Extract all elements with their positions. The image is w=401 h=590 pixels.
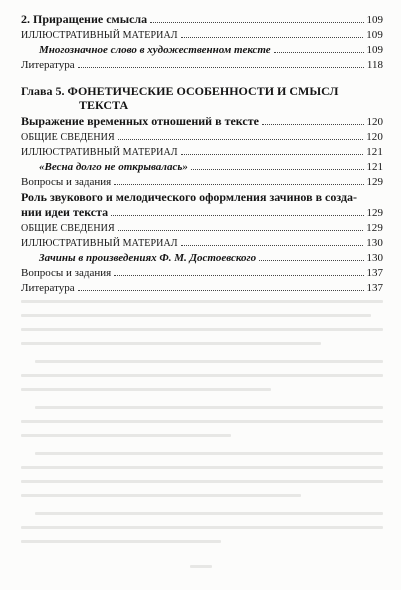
toc-entry-title: Вопросы и задания [21, 267, 112, 279]
toc-entry-page: 129 [366, 176, 383, 188]
toc-entry-title: Вопросы и задания [21, 176, 112, 188]
toc-entry-title-line2: нии идеи текста [21, 205, 109, 219]
toc-entry-page: 130 [366, 252, 383, 264]
toc-entry-title: «Весна долго не открывалась» [39, 161, 188, 173]
toc-entry-page: 121 [366, 161, 383, 173]
toc-entry-page: 129 [366, 222, 383, 234]
toc-entry-page: 129 [366, 207, 383, 219]
toc-entry-title: Зачины в произведениях Ф. М. Достоевского [39, 252, 257, 264]
toc-entry-page: 137 [366, 282, 383, 294]
toc-entry-title: ИЛЛЮСТРАТИВНЫЙ МАТЕРИАЛ [21, 147, 178, 158]
toc-entry-title: 2. Приращение смысла [21, 12, 148, 26]
toc-entry-title: Литература [21, 282, 75, 294]
toc-entry-title: ОБЩИЕ СВЕДЕНИЯ [21, 223, 115, 234]
toc-entry-title-line1: Роль звукового и мелодического оформления зачинов в созда- [21, 190, 358, 204]
chapter-5-heading-line2: ТЕКСТА [79, 98, 129, 112]
toc-entry-page: 120 [366, 116, 383, 128]
toc-entry-title: ОБЩИЕ СВЕДЕНИЯ [21, 132, 115, 143]
toc-entry-page: 130 [366, 237, 383, 249]
toc-entry-title: ИЛЛЮСТРАТИВНЫЙ МАТЕРИАЛ [21, 30, 178, 41]
toc-entry-page: 121 [366, 146, 383, 158]
chapter-5-heading-line1: Глава 5. ФОНЕТИЧЕСКИЕ ОСОБЕННОСТИ И СМЫСЛ [21, 84, 339, 98]
toc-entry-title: Выражение временных отношений в тексте [21, 114, 259, 128]
toc-entry-page: 118 [366, 59, 383, 71]
toc-entry-title: Многозначное слово в художественном тексте [39, 44, 271, 56]
toc-entry-page: 109 [366, 14, 383, 26]
toc-entry-page: 109 [366, 44, 383, 56]
toc-entry-page: 109 [366, 29, 383, 41]
toc-entry-page: 137 [366, 267, 383, 279]
toc-entry-page: 120 [366, 131, 383, 143]
toc-entry-title: ИЛЛЮСТРАТИВНЫЙ МАТЕРИАЛ [21, 238, 178, 249]
toc-entry-title: Литература [21, 59, 75, 71]
